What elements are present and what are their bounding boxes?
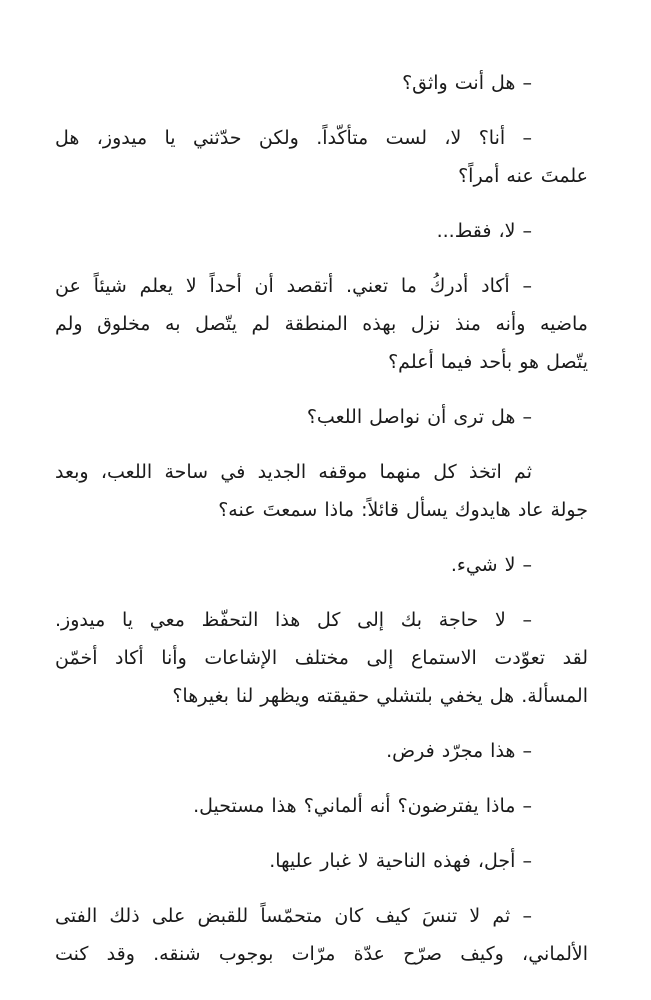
text-line: – هذا مجرّد فرض. [386, 740, 532, 762]
text-line: – لا شيء. [450, 554, 532, 576]
paragraph-6 [55, 453, 588, 529]
text-line: – ماذا يفترضون؟ أنه ألماني؟ هذا مستحيل. [193, 795, 532, 817]
text-line: – أنا؟ لا، لست متأكّداً. ولكن حدّثني يا ميدوز، هل [55, 127, 532, 149]
paragraph-11 [55, 842, 588, 880]
text-line: – ثم لا تنسَ كيف كان متحمّساً للقبض على ذلك الفتى [55, 905, 532, 927]
text-line: ماضيه وأنه منذ نزل بهذه المنطقة لم يتّصل به مخلوق ولم [55, 313, 588, 335]
text-line: علمتَ عنه أمراً؟ [458, 165, 588, 187]
paragraph-8 [55, 601, 588, 715]
text-line: المسألة. هل يخفي بلتشلي حقيقته ويظهر لنا بغيرها؟ [172, 685, 588, 707]
text-line: ثم اتخذ كل منهما موقفه الجديد في ساحة اللعب، وبعد [55, 461, 532, 483]
paragraph-9 [55, 732, 588, 770]
text-line: – هل ترى أن نواصل اللعب؟ [306, 406, 532, 428]
paragraph-10 [55, 787, 588, 825]
paragraph-1 [55, 64, 588, 102]
paragraph-2 [55, 119, 588, 195]
text-line: الألماني، وكيف صرّح عدّة مرّات بوجوب شنقه. وقد كنت [55, 943, 588, 965]
text-line: لقد تعوّدت الاستماع إلى مختلف الإشاعات وأنا أكاد أخمّن [55, 647, 588, 669]
paragraph-7 [55, 546, 588, 584]
text-line: يتّصل هو بأحد فيما أعلم؟ [388, 351, 588, 373]
text-line: – هل أنت واثق؟ [402, 72, 532, 94]
paragraph-5 [55, 398, 588, 436]
paragraph-12 [55, 897, 588, 973]
text-line: – لا حاجة بك إلى كل هذا التحفّظ معي يا ميدوز. [55, 609, 532, 631]
text-line: جولة عاد هايدوك يسأل قائلاً: ماذا سمعتَ عنه؟ [218, 499, 588, 521]
text-line: – أجل، فهذه الناحية لا غبار عليها. [269, 850, 532, 872]
text-line: – لا، فقط... [436, 220, 532, 242]
text-line: – أكاد أدركُ ما تعني. أتقصد أن أحداً لا يعلم شيئاً عن [55, 275, 532, 297]
paragraph-4 [55, 267, 588, 381]
paragraph-3 [55, 212, 588, 250]
